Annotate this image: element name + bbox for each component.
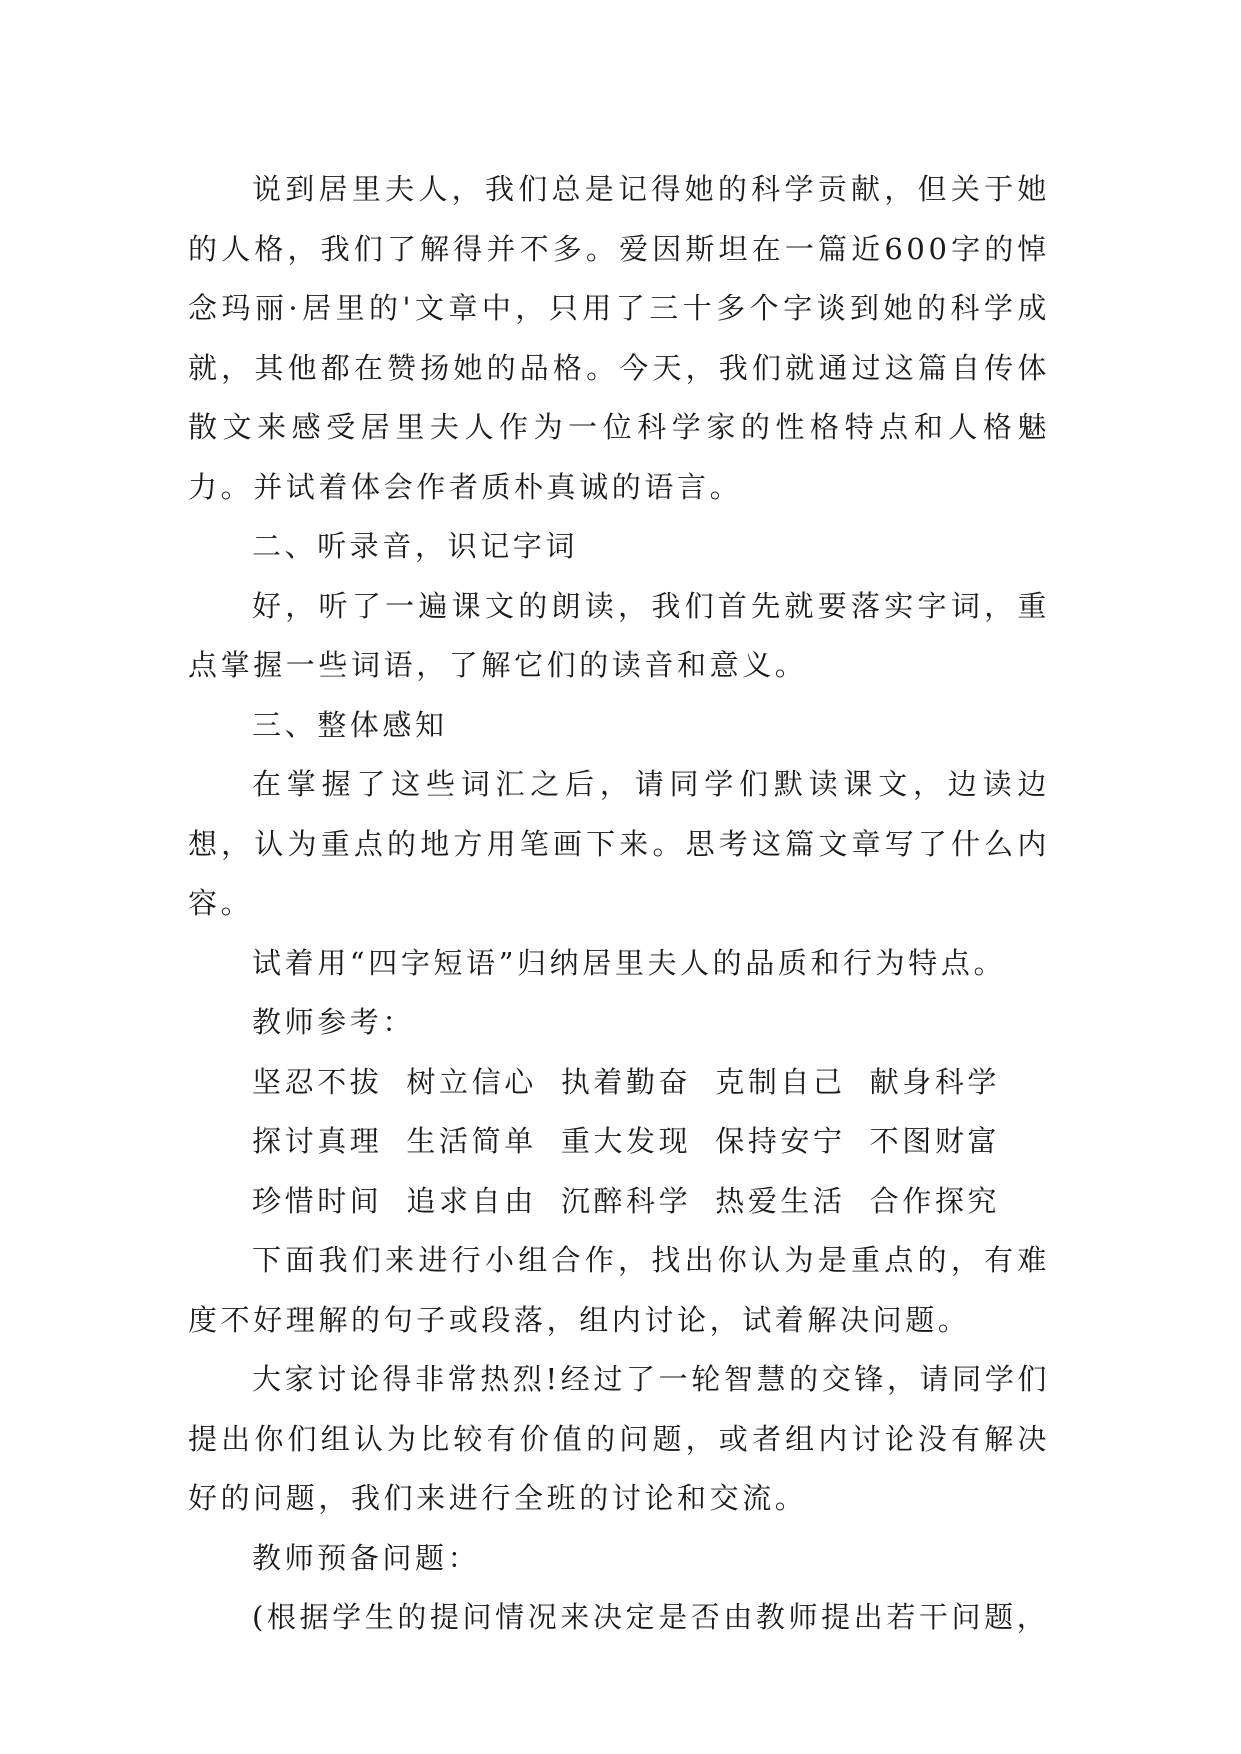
reference-terms-row [188, 1053, 1050, 1113]
silent-reading-paragraph: 在掌握了这些词汇之后，请同学们默读课文，边读边想，认为重点的地方用笔画下来。思考这篇文章写了什么内容。 [188, 767, 1050, 920]
document-body [188, 160, 1050, 1648]
reference-term: 克制自己 [715, 1064, 846, 1099]
reference-terms-row [188, 1112, 1050, 1172]
vocabulary-paragraph: 好，听了一遍课文的朗读，我们首先就要落实字词，重点掌握一些词语，了解它们的读音和意义。 [188, 588, 1050, 682]
reference-terms-row [188, 1172, 1050, 1232]
group-cooperation-paragraph: 下面我们来进行小组合作，找出你认为是重点的，有难度不好理解的句子或段落，组内讨论，试着解决问题。 [188, 1243, 1050, 1337]
teacher-reference-label: 教师参考： [252, 1005, 416, 1039]
reference-term: 保持安宁 [715, 1124, 846, 1158]
section-heading-overall-perception: 三、整体感知 [252, 707, 448, 742]
reference-term: 生活简单 [406, 1124, 537, 1158]
reference-term: 不图财富 [869, 1124, 1001, 1158]
reference-term: 合作探究 [869, 1183, 1001, 1218]
reference-term: 献身科学 [869, 1064, 1001, 1099]
reference-term: 坚忍不拔 [252, 1064, 383, 1099]
reference-term: 重大发现 [560, 1124, 692, 1158]
reference-term: 探讨真理 [252, 1124, 383, 1158]
reference-term: 追求自由 [406, 1183, 537, 1218]
reference-term: 执着勤奋 [560, 1064, 692, 1099]
intro-paragraph: 说到居里夫人，我们总是记得她的科学贡献，但关于她的人格，我们了解得并不多。爱因斯坦在一篇近600字的悼念玛丽·居里的'文章中，只用了三十多个字谈到她的科学成就，其他都在赞扬她的品格。今天，我们就通过这篇自传体散文来感受居里夫人作为一位科学家的性格特点和人格魅力。并试着体会作者质朴真诚的语言。 [188, 172, 1050, 504]
reference-term: 树立信心 [406, 1064, 537, 1099]
teacher-questions-note: (根据学生的提问情况来决定是否由教师提出若干问题， [252, 1600, 1050, 1634]
reference-term: 热爱生活 [715, 1183, 846, 1218]
teacher-questions-label: 教师预备问题： [252, 1540, 481, 1575]
reference-term: 沉醉科学 [560, 1183, 692, 1218]
section-heading-listen-recording: 二、听录音，识记字词 [252, 529, 579, 563]
reference-term: 珍惜时间 [252, 1183, 383, 1218]
four-character-task: 试着用“四字短语”归纳居里夫人的品质和行为特点。 [252, 945, 1007, 980]
class-discussion-paragraph: 大家讨论得非常热烈!经过了一轮智慧的交锋，请同学们提出你们组认为比较有价值的问题，或者组内讨论没有解决好的问题，我们来进行全班的讨论和交流。 [188, 1362, 1050, 1515]
